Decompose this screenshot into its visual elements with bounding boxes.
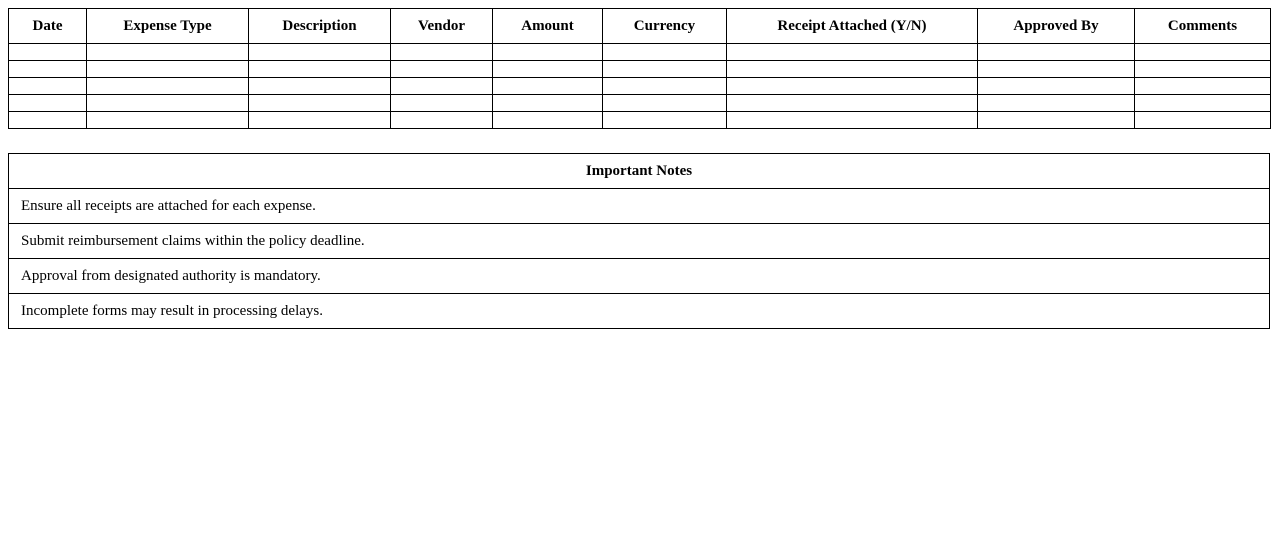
cell-currency[interactable] xyxy=(603,112,727,129)
header-date: Date xyxy=(9,9,87,44)
cell-description[interactable] xyxy=(249,78,391,95)
notes-table-body xyxy=(9,189,1270,329)
cell-expense-type[interactable] xyxy=(87,112,249,129)
cell-vendor[interactable] xyxy=(391,78,493,95)
note-text: Approval from designated authority is mandatory. xyxy=(9,259,1270,294)
cell-approved-by[interactable] xyxy=(978,44,1135,61)
cell-expense-type[interactable] xyxy=(87,44,249,61)
cell-approved-by[interactable] xyxy=(978,112,1135,129)
table-row xyxy=(9,61,1271,78)
cell-comments[interactable] xyxy=(1135,61,1271,78)
header-vendor: Vendor xyxy=(391,9,493,44)
cell-vendor[interactable] xyxy=(391,95,493,112)
cell-receipt-attached[interactable] xyxy=(727,78,978,95)
table-row xyxy=(9,44,1271,61)
cell-amount[interactable] xyxy=(493,95,603,112)
cell-date[interactable] xyxy=(9,78,87,95)
header-currency: Currency xyxy=(603,9,727,44)
cell-date[interactable] xyxy=(9,61,87,78)
cell-vendor[interactable] xyxy=(391,112,493,129)
cell-comments[interactable] xyxy=(1135,44,1271,61)
expense-table xyxy=(8,8,1271,129)
cell-date[interactable] xyxy=(9,44,87,61)
cell-expense-type[interactable] xyxy=(87,78,249,95)
cell-expense-type[interactable] xyxy=(87,95,249,112)
header-comments: Comments xyxy=(1135,9,1271,44)
notes-table xyxy=(8,153,1270,329)
header-description: Description xyxy=(249,9,391,44)
cell-amount[interactable] xyxy=(493,112,603,129)
cell-date[interactable] xyxy=(9,95,87,112)
cell-description[interactable] xyxy=(249,44,391,61)
cell-receipt-attached[interactable] xyxy=(727,112,978,129)
cell-currency[interactable] xyxy=(603,44,727,61)
cell-vendor[interactable] xyxy=(391,61,493,78)
list-item xyxy=(9,294,1270,329)
header-receipt-attached: Receipt Attached (Y/N) xyxy=(727,9,978,44)
cell-comments[interactable] xyxy=(1135,95,1271,112)
cell-receipt-attached[interactable] xyxy=(727,44,978,61)
cell-receipt-attached[interactable] xyxy=(727,95,978,112)
header-expense-type: Expense Type xyxy=(87,9,249,44)
list-item xyxy=(9,224,1270,259)
cell-approved-by[interactable] xyxy=(978,61,1135,78)
cell-date[interactable] xyxy=(9,112,87,129)
cell-expense-type[interactable] xyxy=(87,61,249,78)
cell-description[interactable] xyxy=(249,95,391,112)
header-amount: Amount xyxy=(493,9,603,44)
cell-vendor[interactable] xyxy=(391,44,493,61)
cell-currency[interactable] xyxy=(603,95,727,112)
cell-currency[interactable] xyxy=(603,78,727,95)
expense-table-body xyxy=(9,44,1271,129)
cell-currency[interactable] xyxy=(603,61,727,78)
notes-title: Important Notes xyxy=(9,154,1270,189)
note-text: Ensure all receipts are attached for each expense. xyxy=(9,189,1270,224)
cell-amount[interactable] xyxy=(493,44,603,61)
table-row xyxy=(9,78,1271,95)
notes-header-row xyxy=(9,154,1270,189)
expense-header-row xyxy=(9,9,1271,44)
cell-amount[interactable] xyxy=(493,61,603,78)
header-approved-by: Approved By xyxy=(978,9,1135,44)
list-item xyxy=(9,189,1270,224)
cell-description[interactable] xyxy=(249,112,391,129)
cell-comments[interactable] xyxy=(1135,112,1271,129)
cell-description[interactable] xyxy=(249,61,391,78)
note-text: Incomplete forms may result in processing delays. xyxy=(9,294,1270,329)
cell-approved-by[interactable] xyxy=(978,95,1135,112)
cell-comments[interactable] xyxy=(1135,78,1271,95)
table-row xyxy=(9,112,1271,129)
note-text: Submit reimbursement claims within the policy deadline. xyxy=(9,224,1270,259)
cell-approved-by[interactable] xyxy=(978,78,1135,95)
cell-amount[interactable] xyxy=(493,78,603,95)
list-item xyxy=(9,259,1270,294)
cell-receipt-attached[interactable] xyxy=(727,61,978,78)
table-row xyxy=(9,95,1271,112)
